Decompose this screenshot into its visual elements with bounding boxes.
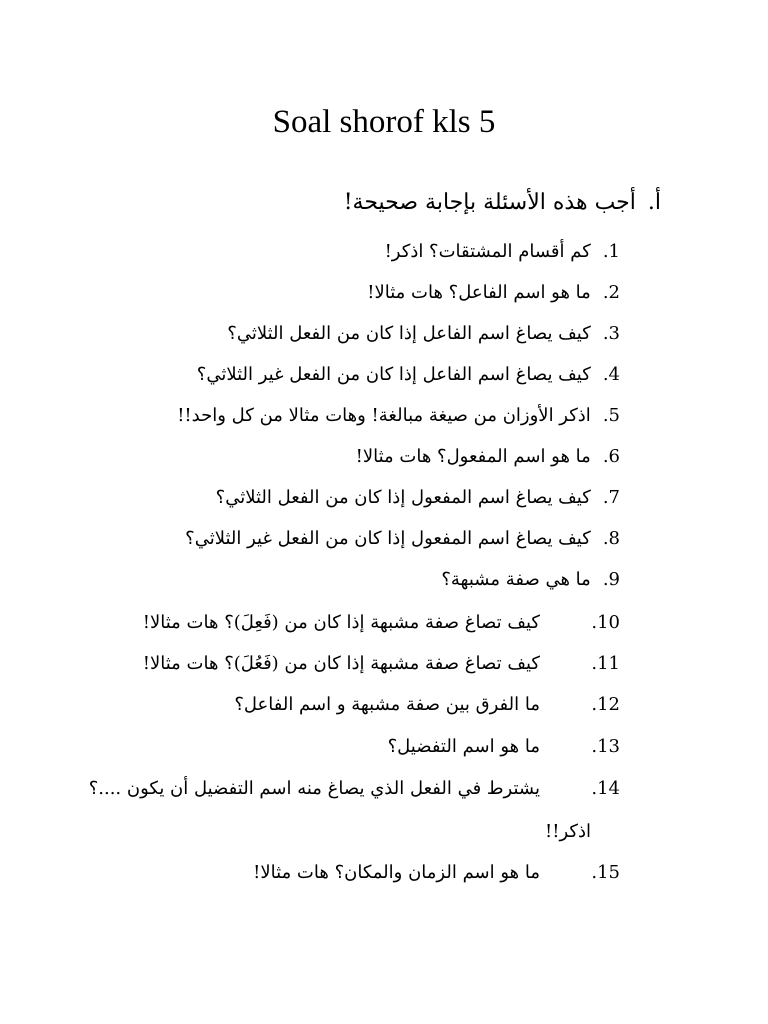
question-text: ما هو اسم التفضيل؟ xyxy=(387,736,540,757)
question-item xyxy=(177,398,620,434)
question-text: ما هي صفة مشبهة؟ xyxy=(441,569,591,590)
question-number: 5. xyxy=(602,405,620,426)
question-item xyxy=(356,439,620,475)
question-number: 12. xyxy=(591,694,620,715)
question-text: كيف يصاغ اسم الفاعل إذا كان من الفعل غير الثلاثي؟ xyxy=(196,364,591,385)
question-number: 6. xyxy=(602,446,620,467)
question-item xyxy=(89,771,620,807)
question-item xyxy=(234,687,620,723)
question-continuation: اذكر!! xyxy=(545,821,591,842)
section-heading xyxy=(344,183,661,223)
question-item xyxy=(441,562,620,598)
question-text: كيف يصاغ اسم المفعول إذا كان من الفعل الثلاثي؟ xyxy=(215,487,591,508)
question-number: 13. xyxy=(591,736,620,757)
question-text: ما الفرق بين صفة مشبهة و اسم الفاعل؟ xyxy=(234,694,540,715)
question-number: 11. xyxy=(591,653,620,674)
question-item xyxy=(185,521,620,557)
question-number: 10. xyxy=(591,612,620,633)
question-text: اذكر الأوزان من صيغة مبالغة! وهات مثالا من كل واحد!! xyxy=(177,405,591,426)
question-item xyxy=(385,234,620,270)
question-text: كيف يصاغ اسم المفعول إذا كان من الفعل غير الثلاثي؟ xyxy=(185,528,591,549)
question-number: 2. xyxy=(602,282,620,303)
question-text: ما هو اسم الفاعل؟ هات مثالا! xyxy=(367,282,591,303)
question-text: يشترط في الفعل الذي يصاغ منه اسم التفضيل أن يكون ....؟ xyxy=(88,778,540,799)
question-item xyxy=(388,729,620,765)
question-item xyxy=(253,855,620,891)
question-text: كيف يصاغ اسم الفاعل إذا كان من الفعل الثلاثي؟ xyxy=(227,323,591,344)
section-marker: أ. xyxy=(647,190,661,215)
question-number: 7. xyxy=(602,487,620,508)
question-number: 9. xyxy=(602,569,620,590)
question-item xyxy=(143,646,620,682)
question-number: 4. xyxy=(602,364,620,385)
question-number: 14. xyxy=(591,778,620,799)
question-item xyxy=(227,316,620,352)
section-instruction: أجب هذه الأسئلة بإجابة صحيحة! xyxy=(343,190,636,215)
question-text: كم أقسام المشتقات؟ اذكر! xyxy=(384,241,591,262)
question-text: كيف تصاغ صفة مشبهة إذا كان من (فَعُلَ)؟ هات مثالا! xyxy=(142,653,540,674)
question-text: ما هو اسم المفعول؟ هات مثالا! xyxy=(355,446,591,467)
question-text: ما هو اسم الزمان والمكان؟ هات مثالا! xyxy=(253,862,540,883)
question-item xyxy=(143,605,620,641)
question-number: 1. xyxy=(602,241,620,262)
question-item xyxy=(197,357,620,393)
question-text: كيف تصاغ صفة مشبهة إذا كان من (فَعِلَ)؟ هات مثالا! xyxy=(142,612,540,633)
question-number: 15. xyxy=(591,862,620,883)
question-item xyxy=(216,480,620,516)
question-number: 8. xyxy=(602,528,620,549)
document-title: Soal shorof kls 5 xyxy=(272,104,496,140)
question-number: 3. xyxy=(602,323,620,344)
question-item xyxy=(367,275,620,311)
